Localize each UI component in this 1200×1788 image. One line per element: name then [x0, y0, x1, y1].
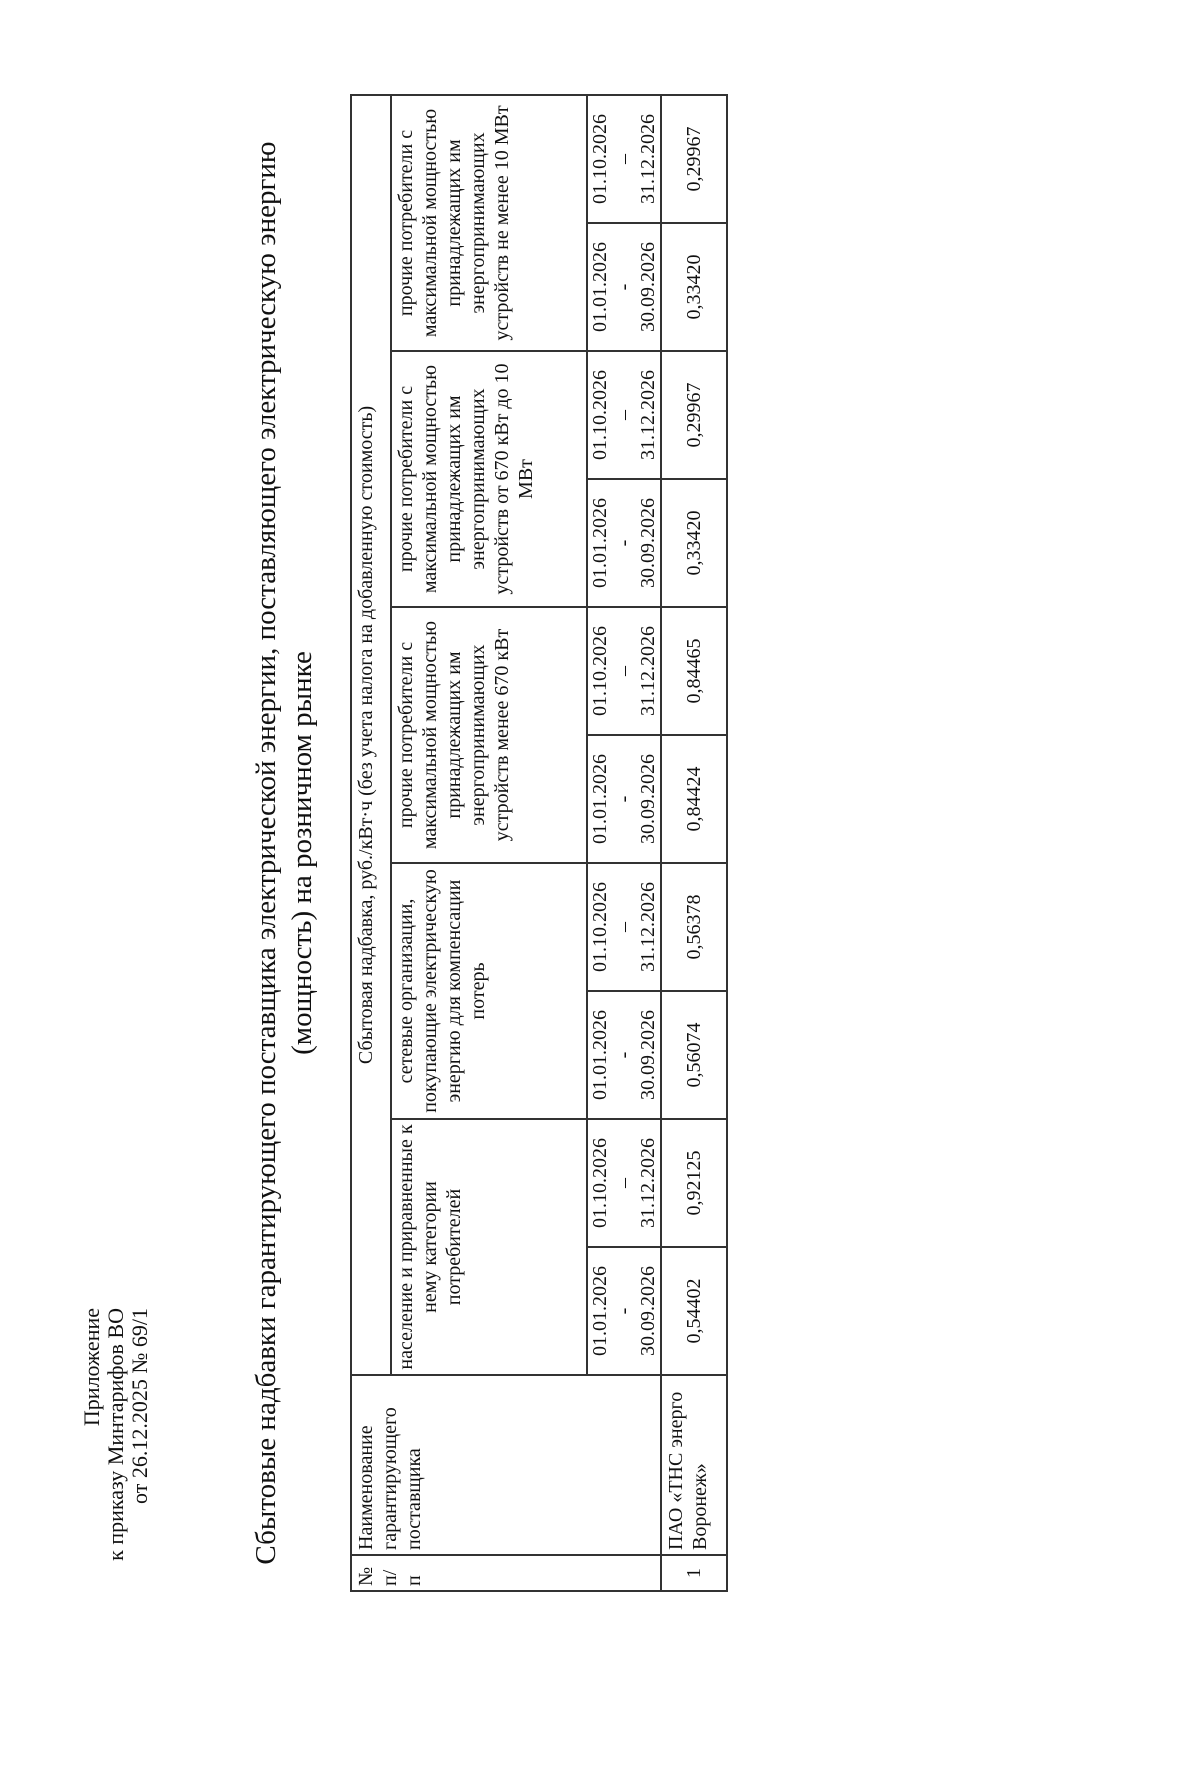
value-cell: 0,56074	[661, 991, 727, 1119]
period-h1: 01.01.2026 - 30.09.2026	[587, 1247, 661, 1375]
appendix-order-date: от 26.12.2025 № 69/1	[127, 1308, 152, 1504]
period-h2: 01.10.2026 – 31.12.2026	[587, 95, 661, 223]
header-row-group	[351, 95, 391, 1591]
category-over-10mw: прочие потребители с максимальной мощностью принадлежащих им энергопринимающих устройств не менее 10 МВт	[391, 95, 587, 351]
period-h1: 01.01.2026 - 30.09.2026	[587, 479, 661, 607]
value-cell: 0,33420	[661, 223, 727, 351]
period-h2: 01.10.2026 – 31.12.2026	[587, 351, 661, 479]
period-h2: 01.10.2026 – 31.12.2026	[587, 1119, 661, 1247]
title-line-2: (мощность) на розничном рынке	[286, 651, 318, 1055]
value-cell: 0,29967	[661, 351, 727, 479]
col-number-header: № п/п	[351, 1555, 661, 1591]
value-cell: 0,33420	[661, 479, 727, 607]
value-cell: 0,92125	[661, 1119, 727, 1247]
value-cell: 0,84465	[661, 607, 727, 735]
period-h2: 01.10.2026 – 31.12.2026	[587, 607, 661, 735]
header-row-categories	[391, 95, 587, 1591]
title-line-1: Сбытовые надбавки гарантирующего поставщика электрической энергии, поставляющего электрическую энергию	[250, 141, 282, 1565]
row-supplier-name: ПАО «ТНС энерго Воронеж»	[661, 1375, 727, 1555]
document-title	[248, 98, 320, 1608]
category-under-670kw: прочие потребители с максимальной мощностью принадлежащих им энергопринимающих устройств менее 670 кВт	[391, 607, 587, 863]
value-cell: 0,29967	[661, 95, 727, 223]
period-h2: 01.10.2026 – 31.12.2026	[587, 863, 661, 991]
group-header: Сбытовая надбавка, руб./кВт·ч (без учета налога на добавленную стоимость)	[351, 95, 391, 1375]
appendix-label: Приложение	[79, 1308, 104, 1427]
period-h1: 01.01.2026 - 30.09.2026	[587, 223, 661, 351]
row-number: 1	[661, 1555, 727, 1591]
period-h1: 01.01.2026 - 30.09.2026	[587, 991, 661, 1119]
value-cell: 0,84424	[661, 735, 727, 863]
surcharge-table	[350, 94, 728, 1592]
category-670kw-10mw: прочие потребители с максимальной мощностью принадлежащих им энергопринимающих устройств от 670 кВт до 10 МВт	[391, 351, 587, 607]
table-row	[661, 95, 727, 1591]
appendix-block	[80, 1308, 152, 1788]
category-population: население и приравненные к нему категории потребителей	[391, 1119, 587, 1375]
appendix-order-ref: к приказу Минтарифов ВО	[103, 1308, 128, 1561]
header-row-periods	[587, 95, 661, 1591]
col-supplier-header: Наименование гарантирующего поставщика	[351, 1375, 661, 1555]
value-cell: 0,56378	[661, 863, 727, 991]
category-grid-organizations: сетевые организации, покупающие электрическую энергию для компенсации потерь	[391, 863, 587, 1119]
period-h1: 01.01.2026 - 30.09.2026	[587, 735, 661, 863]
value-cell: 0,54402	[661, 1247, 727, 1375]
